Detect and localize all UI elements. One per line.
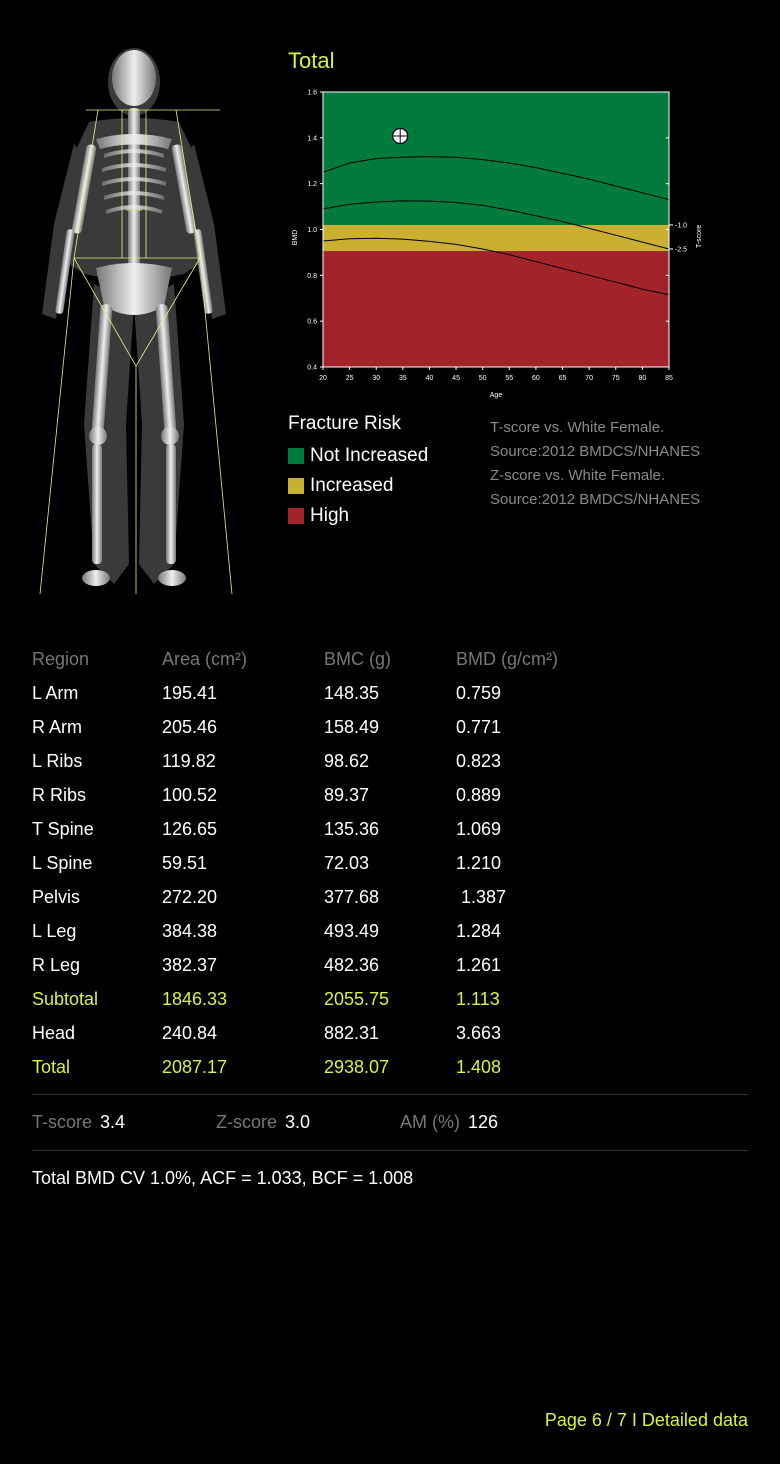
risk-band (323, 251, 669, 367)
x-axis-label: Age (489, 392, 503, 399)
cell-area: 272.20 (162, 886, 218, 907)
z-score (216, 1112, 400, 1133)
cell-bmc: 89.37 (324, 784, 370, 805)
cell-bmc: 2055.75 (324, 988, 390, 1009)
note-zscore-source: Source:2012 BMDCS/NHANES (490, 491, 701, 508)
y-tick-label: 0.4 (307, 364, 317, 372)
score-summary (32, 1112, 498, 1133)
am-percent (400, 1112, 498, 1133)
table-row (32, 846, 596, 880)
cell-region: L Ribs (32, 750, 83, 771)
cell-area: 59.51 (162, 852, 208, 873)
y-tick-label: 1.4 (307, 135, 317, 143)
cell-region: R Ribs (32, 784, 87, 805)
note-tscore-ref: T-score vs. White Female. (490, 419, 665, 436)
y-tick-label: 1.2 (307, 181, 317, 189)
bmd-results-table (32, 642, 596, 1084)
swatch-high (288, 508, 304, 524)
legend-label: Increased (310, 475, 394, 496)
x-tick-label: 85 (665, 375, 673, 382)
cell-bmc: 493.49 (324, 920, 380, 941)
legend-label: Not Increased (310, 445, 429, 466)
cell-area: 195.41 (162, 682, 218, 703)
table-row (32, 676, 596, 710)
cell-region: R Arm (32, 716, 83, 737)
cell-bmc: 158.49 (324, 716, 380, 737)
cell-bmc: 135.36 (324, 818, 380, 839)
tscore-axis-label: T-score (696, 224, 703, 249)
cell-region: T Spine (32, 818, 94, 839)
cell-region: L Spine (32, 852, 93, 873)
cell-region: Head (32, 1022, 76, 1043)
cell-region: L Leg (32, 920, 77, 941)
x-tick-label: 80 (638, 375, 647, 382)
t-score-value: 3.4 (100, 1112, 126, 1132)
x-tick-label: 40 (425, 375, 434, 382)
cell-bmc: 148.35 (324, 682, 380, 703)
cell-region: Pelvis (32, 886, 81, 907)
table-row (32, 982, 596, 1016)
x-tick-label: 70 (585, 375, 594, 382)
cell-bmd: 0.771 (456, 716, 502, 737)
header-region: Region (32, 648, 90, 669)
cell-bmd: 0.759 (456, 682, 502, 703)
cell-region: Subtotal (32, 988, 99, 1009)
x-tick-label: 45 (452, 375, 460, 382)
swatch-not-increased (288, 448, 304, 464)
swatch-increased (288, 478, 304, 494)
header-bmc: BMC (g) (324, 648, 391, 669)
x-tick-label: 20 (319, 375, 327, 382)
table-row (32, 1016, 596, 1050)
legend-title: Fracture Risk (288, 413, 401, 434)
reference-notes (490, 416, 700, 512)
table-row (32, 880, 596, 914)
table-row (32, 812, 596, 846)
y-axis-label: BMD (292, 229, 299, 246)
cell-bmc: 482.36 (324, 954, 380, 975)
x-tick-label: 25 (345, 375, 354, 382)
cell-bmd: 1.261 (456, 954, 502, 975)
cell-bmd: 1.284 (456, 920, 502, 941)
cell-area: 205.46 (162, 716, 218, 737)
x-tick-label: 55 (505, 375, 514, 382)
note-tscore-source: Source:2012 BMDCS/NHANES (490, 443, 701, 460)
cell-bmc: 72.03 (324, 852, 370, 873)
x-tick-label: 75 (611, 375, 620, 382)
bmd-reference-chart (280, 84, 720, 414)
calibration-footnote: Total BMD CV 1.0%, ACF = 1.033, BCF = 1.008 (32, 1168, 414, 1188)
fracture-risk-legend (288, 413, 428, 531)
cell-bmd: 0.889 (456, 784, 502, 805)
cell-area: 100.52 (162, 784, 218, 805)
header-area: Area (cm²) (162, 648, 247, 669)
x-tick-label: 30 (372, 375, 381, 382)
table-row (32, 744, 596, 778)
y-tick-label: 1.6 (307, 89, 317, 97)
header-bmd: BMD (g/cm²) (456, 648, 558, 669)
table-row (32, 710, 596, 744)
y-tick-label: 1.0 (307, 227, 317, 234)
cell-bmd: 1.113 (456, 988, 500, 1009)
table-row (32, 778, 596, 812)
note-zscore-ref: Z-score vs. White Female. (490, 467, 666, 484)
cell-bmc: 2938.07 (324, 1056, 390, 1077)
legend-item-not-increased (288, 441, 428, 471)
tscore-tick-label: -2.5 (675, 246, 688, 254)
y-tick-label: 0.6 (307, 318, 317, 326)
cell-area: 382.37 (162, 954, 218, 975)
dxa-scan-image (34, 44, 250, 600)
chart-title: Total (288, 48, 335, 73)
cell-bmd: 1.387 (456, 886, 507, 907)
t-score-label: T-score (32, 1112, 93, 1132)
cell-area: 240.84 (162, 1022, 218, 1043)
cell-region: L Arm (32, 682, 79, 703)
cell-bmc: 882.31 (324, 1022, 380, 1043)
cell-bmc: 98.62 (324, 750, 370, 771)
cell-bmd: 1.408 (456, 1056, 502, 1077)
cell-area: 126.65 (162, 818, 218, 839)
legend-item-increased (288, 471, 428, 501)
page-indicator: Page 6 / 7 I Detailed data (544, 1410, 748, 1430)
t-score (32, 1112, 216, 1133)
legend-item-high (288, 501, 428, 531)
cell-area: 1846.33 (162, 988, 228, 1009)
cell-area: 384.38 (162, 920, 218, 941)
x-tick-label: 35 (398, 375, 407, 382)
y-tick-label: 0.8 (307, 272, 317, 280)
cell-bmd: 1.210 (456, 852, 502, 873)
cell-bmd: 0.823 (456, 750, 502, 771)
table-header-row (32, 642, 596, 676)
cell-region: Total (32, 1056, 71, 1077)
am-value: 126 (468, 1112, 499, 1132)
table-row (32, 914, 596, 948)
cell-area: 2087.17 (162, 1056, 228, 1077)
x-tick-label: 50 (478, 375, 487, 382)
table-row (32, 1050, 596, 1084)
cell-area: 119.82 (162, 750, 216, 771)
cell-bmd: 3.663 (456, 1022, 502, 1043)
z-score-value: 3.0 (285, 1112, 311, 1132)
z-score-label: Z-score (216, 1112, 278, 1132)
divider (32, 1094, 748, 1095)
am-label: AM (%) (400, 1112, 460, 1132)
table-row (32, 948, 596, 982)
tscore-tick-label: -1.0 (675, 222, 688, 230)
cell-region: R Leg (32, 954, 81, 975)
x-tick-label: 65 (558, 375, 567, 382)
cell-bmd: 1.069 (456, 818, 502, 839)
cell-bmc: 377.68 (324, 886, 380, 907)
legend-label: High (310, 505, 350, 526)
divider (32, 1150, 748, 1151)
x-tick-label: 60 (532, 375, 540, 382)
